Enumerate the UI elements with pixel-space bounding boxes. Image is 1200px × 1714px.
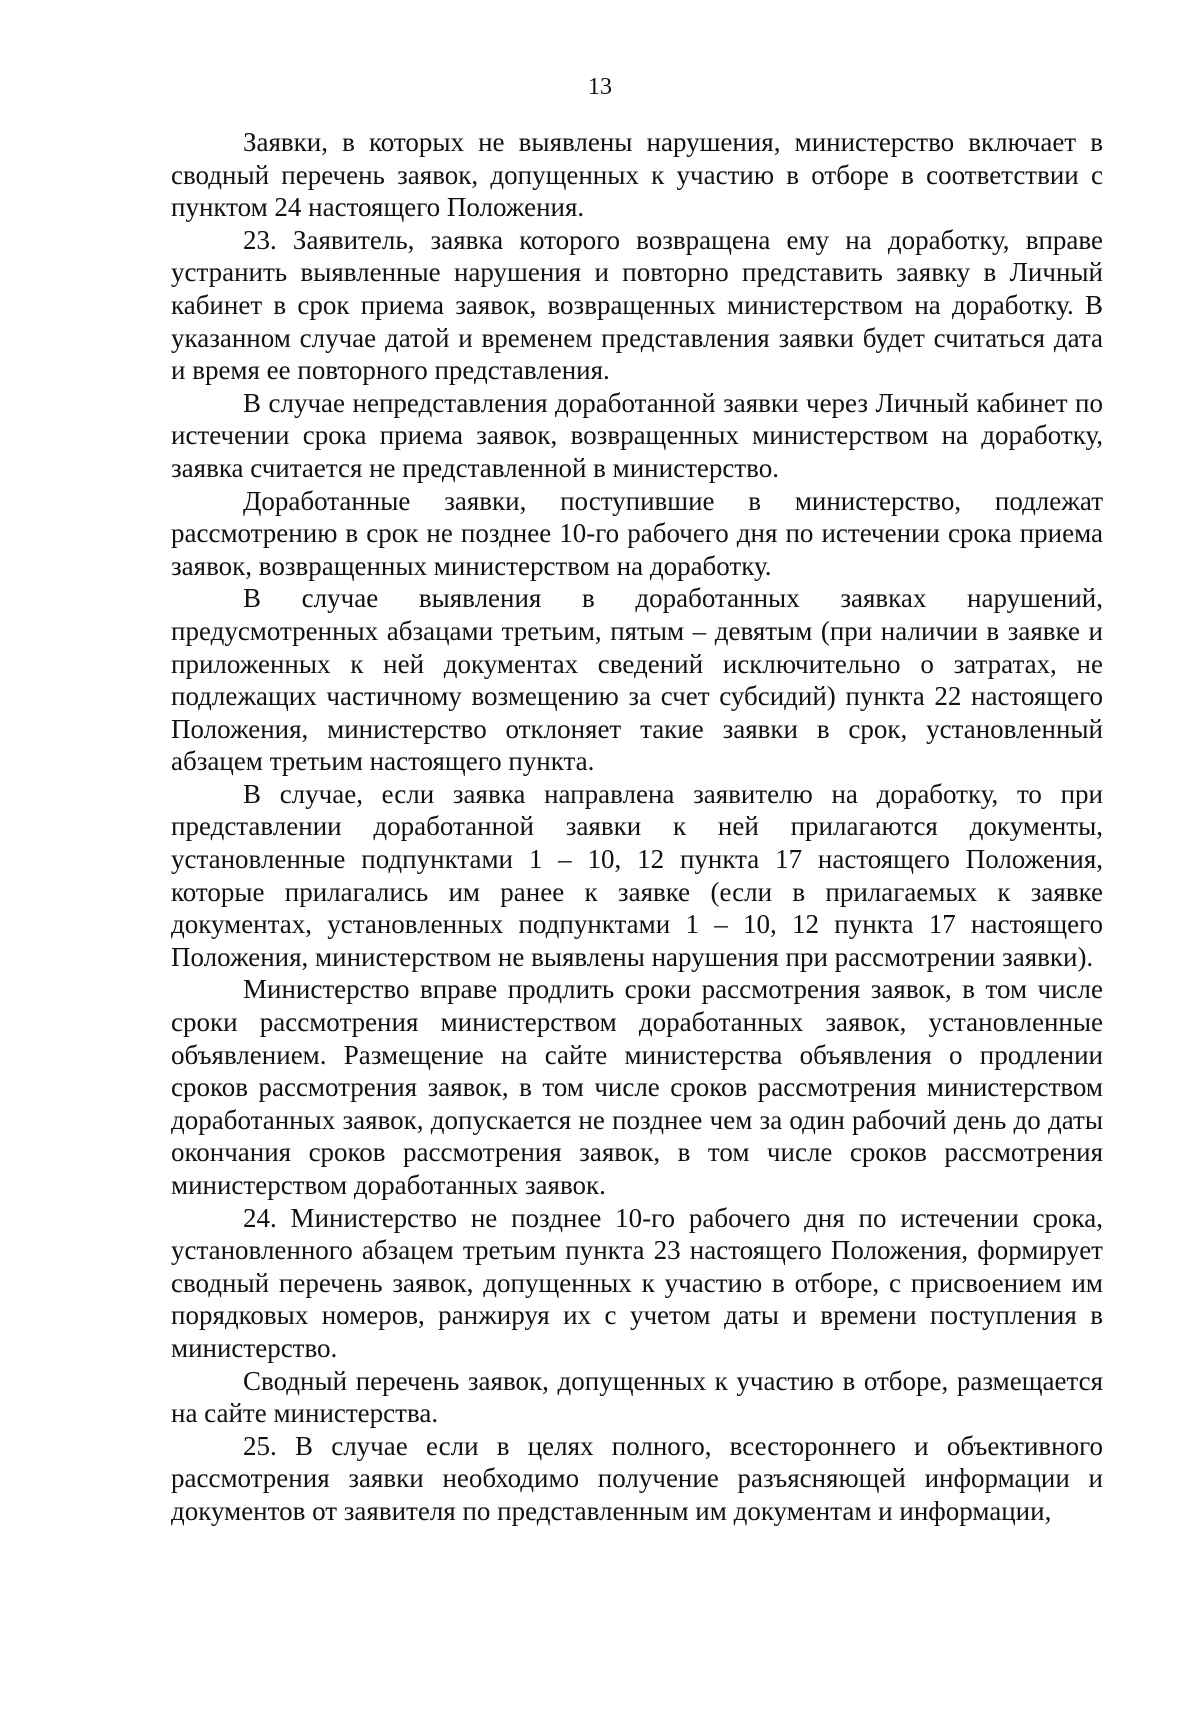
paragraph-8: 24. Министерство не позднее 10-го рабочего дня по истечении срока, установленного абзацем третьим пункта 23 настоящего Положения, формирует сводный перечень заявок, допущенных к участию в отборе, с присвоением им порядковых номеров, ранжируя их с учетом даты и времени поступления в министерство.: [171, 1202, 1103, 1363]
page-number: 13: [588, 74, 612, 100]
paragraph-2: 23. Заявитель, заявка которого возвращена ему на доработку, вправе устранить выявленные нарушения и повторно представить заявку в Личный кабинет в срок приема заявок, возвращенных министерством на доработку. В указанном случае датой и временем представления заявки будет считаться дата и время ее повторного представления.: [171, 224, 1103, 386]
paragraph-6: В случае, если заявка направлена заявителю на доработку, то при представлении доработанной заявки к ней прилагаются документы, установленные подпунктами 1 – 10, 12 пункта 17 настоящего Положения, которые прилагались им ранее к заявке (если в прилагаемых к заявке документах, установленных подпунктами 1 – 10, 12 пункта 17 настоящего Положения, министерством не выявлены нарушения при рассмотрении заявки).: [171, 778, 1103, 972]
paragraph-4: Доработанные заявки, поступившие в министерство, подлежат рассмотрению в срок не позднее 10-го рабочего дня по истечении срока приема заявок, возвращенных министерством на доработку.: [171, 485, 1103, 581]
paragraph-5: В случае выявления в доработанных заявках нарушений, предусмотренных абзацами третьим, пятым – девятым (при наличии в заявке и приложенных к ней документах сведений исключительно о затратах, не подлежащих частичному возмещению за счет субсидий) пункта 22 настоящего Положения, министерство отклоняет такие заявки в срок, установленный абзацем третьим настоящего пункта.: [171, 583, 1103, 777]
paragraph-7: Министерство вправе продлить сроки рассмотрения заявок, в том числе сроки рассмотрения министерством доработанных заявок, установленные объявлением. Размещение на сайте министерства объявления о продлении сроков рассмотрения заявок, в том числе сроков рассмотрения министерством доработанных заявок, допускается не позднее чем за один рабочий день до даты окончания сроков рассмотрения заявок, в том числе сроков рассмотрения министерством доработанных заявок.: [171, 974, 1103, 1200]
paragraph-10: 25. В случае если в целях полного, всестороннего и объективного рассмотрения заявки необходимо получение разъясняющей информации и документов от заявителя по представленным им документам и информации,: [171, 1430, 1103, 1526]
paragraph-3: В случае непредставления доработанной заявки через Личный кабинет по истечении срока приема заявок, возвращенных министерством на доработку, заявка считается не представленной в министерство.: [171, 387, 1103, 483]
paragraph-9: Сводный перечень заявок, допущенных к участию в отборе, размещается на сайте министерства.: [171, 1365, 1103, 1429]
document-body: [171, 126, 1103, 1528]
paragraph-1: Заявки, в которых не выявлены нарушения, министерство включает в сводный перечень заявок, допущенных к участию в отборе в соответствии с пунктом 24 настоящего Положения.: [171, 127, 1103, 223]
